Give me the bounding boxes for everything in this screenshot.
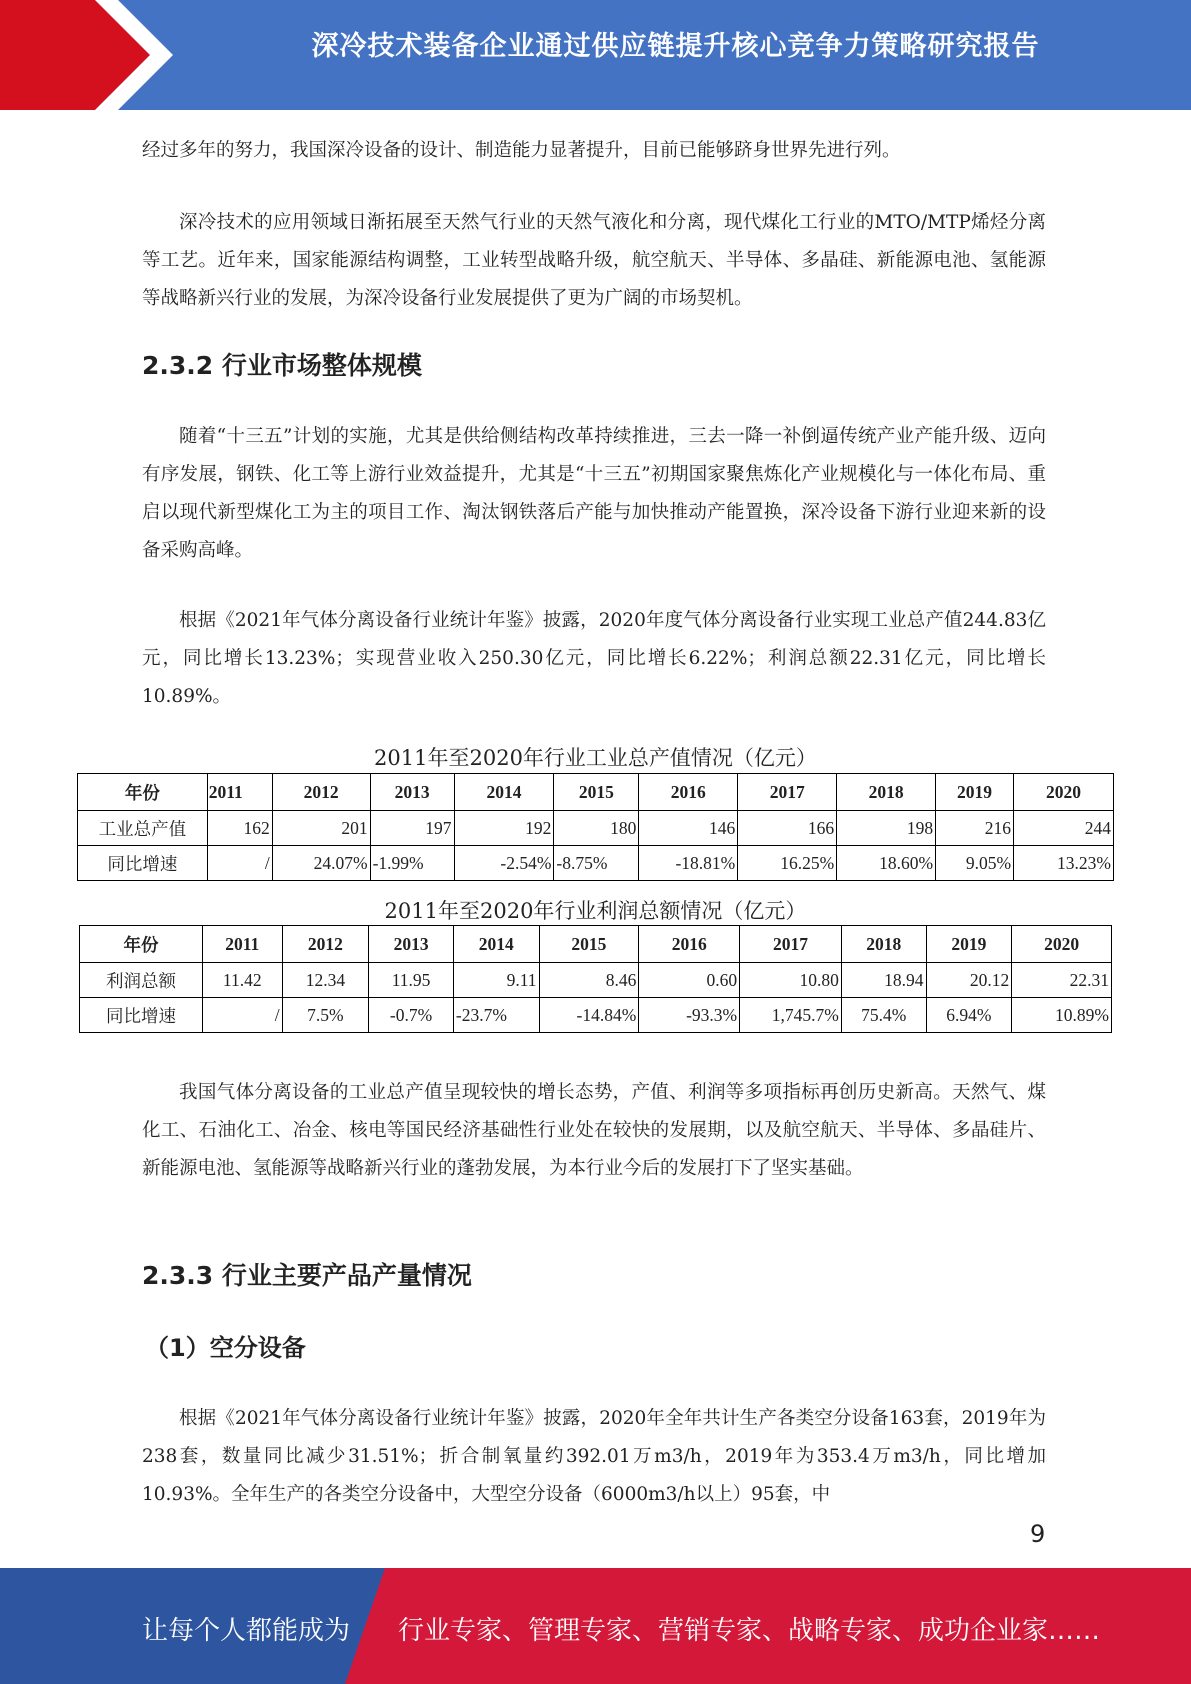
paragraph-text: 经过多年的努力，我国深冷设备的设计、制造能力显著提升，目前已能够跻身世界先进行列。 [142, 140, 901, 161]
table-cell: 75.4% [841, 998, 926, 1033]
table-cell: 10.89% [1012, 998, 1112, 1033]
table-cell: 16.25% [738, 846, 837, 881]
row-label: 同比增速 [78, 846, 208, 881]
table-cell: -93.3% [639, 998, 740, 1033]
year-cell: 2014 [453, 926, 539, 963]
table-cell: 24.07% [272, 846, 370, 881]
table-cell: 11.95 [369, 963, 454, 998]
table-cell: 197 [370, 811, 454, 846]
year-cell: 2019 [936, 774, 1014, 811]
paragraph-1 [142, 132, 1046, 170]
table-cell: 13.23% [1014, 846, 1114, 881]
page-footer [0, 1568, 1191, 1684]
footer-slogan-right: 行业专家、管理专家、营销专家、战略专家、成功企业家…… [398, 1616, 1101, 1646]
subsection-heading-air-separation: （1）空分设备 [145, 1334, 306, 1362]
table-cell: -2.54% [454, 846, 554, 881]
table-cell: -23.7% [453, 998, 539, 1033]
paragraph-6 [142, 1400, 1046, 1514]
table-cell: 20.12 [926, 963, 1012, 998]
table-cell: 22.31 [1012, 963, 1112, 998]
year-cell: 2013 [370, 774, 454, 811]
table-cell: -18.81% [639, 846, 738, 881]
table-cell: 201 [272, 811, 370, 846]
year-cell: 2011 [207, 774, 272, 811]
year-cell: 2015 [554, 774, 639, 811]
paragraph-5 [142, 1074, 1046, 1188]
table-cell: -8.75% [554, 846, 639, 881]
page-number: 9 [1030, 1520, 1046, 1548]
page-header [0, 0, 1191, 110]
table-cell: 180 [554, 811, 639, 846]
table-cell: 18.94 [841, 963, 926, 998]
report-title: 深冷技术装备企业通过供应链提升核心竞争力策略研究报告 [311, 31, 1040, 62]
table-cell: 192 [454, 811, 554, 846]
paragraph-text: 深冷技术的应用领域日渐拓展至天然气行业的天然气液化和分离，现代煤化工行业的MTO/MTP烯烃分离等工艺。近年来，国家能源结构调整，工业转型战略升级，航空航天、半导体、多晶硅、新能源电池、氢能源等战略新兴行业的发展，为深冷设备行业发展提供了更为广阔的市场契机。 [142, 212, 1046, 309]
paragraph-text: 我国气体分离设备的工业总产值呈现较快的增长态势，产值、利润等多项指标再创历史新高。天然气、煤化工、石油化工、冶金、核电等国民经济基础性行业处在较快的发展期，以及航空航天、半导体、多晶硅片、新能源电池、氢能源等战略新兴行业的蓬勃发展，为本行业今后的发展打下了坚实基础。 [142, 1082, 1046, 1179]
year-cell: 2018 [841, 926, 926, 963]
year-cell: 2018 [837, 774, 936, 811]
table-caption-output-value: 2011年至2020年行业工业总产值情况（亿元） [374, 746, 817, 770]
table-row [80, 963, 1112, 998]
paragraph-text: 根据《2021年气体分离设备行业统计年鉴》披露，2020年全年共计生产各类空分设备163套，2019年为238套，数量同比减少31.51%；折合制氧量约392.01万m3/h，2019年为353.4万m3/h，同比增加10.93%。全年生产的各类空分设备中，大型空分设备（6000m3/h以上）95套，中 [142, 1408, 1046, 1505]
header-cell: 年份 [80, 926, 203, 963]
table-cell: / [202, 998, 282, 1033]
profit-table [79, 925, 1112, 1033]
year-cell: 2012 [282, 926, 369, 963]
table-cell: 166 [738, 811, 837, 846]
paragraph-3 [142, 418, 1046, 570]
table-cell: 18.60% [837, 846, 936, 881]
year-cell: 2015 [539, 926, 639, 963]
paragraph-text: 随着“十三五”计划的实施，尤其是供给侧结构改革持续推进，三去一降一补倒逼传统产业产能升级、迈向有序发展，钢铁、化工等上游行业效益提升，尤其是“十三五”初期国家聚焦炼化产业规模化与一体化布局、重启以现代新型煤化工为主的项目工作、淘汰钢铁落后产能与加快推动产能置换，深冷设备下游行业迎来新的设备采购高峰。 [142, 426, 1046, 561]
footer-slogan-left: 让每个人都能成为 [142, 1616, 351, 1646]
table-row [78, 811, 1114, 846]
paragraph-2 [142, 204, 1046, 318]
table-cell: 146 [639, 811, 738, 846]
table-cell: 12.34 [282, 963, 369, 998]
table-cell: -0.7% [369, 998, 454, 1033]
table-cell: 8.46 [539, 963, 639, 998]
table-caption-profit: 2011年至2020年行业利润总额情况（亿元） [384, 899, 807, 923]
table-cell: 6.94% [926, 998, 1012, 1033]
table-header-row [78, 774, 1114, 811]
table-cell: 162 [207, 811, 272, 846]
table-cell: 10.80 [740, 963, 842, 998]
year-cell: 2014 [454, 774, 554, 811]
row-label: 工业总产值 [78, 811, 208, 846]
table-header-row [80, 926, 1112, 963]
table-cell: 11.42 [202, 963, 282, 998]
table-cell: -14.84% [539, 998, 639, 1033]
table-cell: -1.99% [370, 846, 454, 881]
output-value-table [77, 773, 1114, 881]
year-cell: 2011 [202, 926, 282, 963]
section-heading-2-3-3: 2.3.3 行业主要产品产量情况 [142, 1261, 472, 1290]
table-cell: 1,745.7% [740, 998, 842, 1033]
year-cell: 2020 [1014, 774, 1114, 811]
table-cell: 244 [1014, 811, 1114, 846]
year-cell: 2017 [740, 926, 842, 963]
table-cell: 7.5% [282, 998, 369, 1033]
table-cell: 9.05% [936, 846, 1014, 881]
table-row [80, 998, 1112, 1033]
year-cell: 2017 [738, 774, 837, 811]
year-cell: 2020 [1012, 926, 1112, 963]
table-row [78, 846, 1114, 881]
row-label: 利润总额 [80, 963, 203, 998]
year-cell: 2016 [639, 774, 738, 811]
table-cell: 9.11 [453, 963, 539, 998]
table-cell: 0.60 [639, 963, 740, 998]
year-cell: 2019 [926, 926, 1012, 963]
table-cell: / [207, 846, 272, 881]
table-cell: 198 [837, 811, 936, 846]
paragraph-4 [142, 602, 1046, 716]
paragraph-text: 根据《2021年气体分离设备行业统计年鉴》披露，2020年度气体分离设备行业实现工业总产值244.83亿元，同比增长13.23%；实现营业收入250.30亿元，同比增长6.22%；利润总额22.31亿元，同比增长10.89%。 [142, 610, 1046, 707]
year-cell: 2012 [272, 774, 370, 811]
table-cell: 216 [936, 811, 1014, 846]
year-cell: 2013 [369, 926, 454, 963]
row-label: 同比增速 [80, 998, 203, 1033]
header-cell: 年份 [78, 774, 208, 811]
year-cell: 2016 [639, 926, 740, 963]
section-heading-2-3-2: 2.3.2 行业市场整体规模 [142, 351, 422, 380]
